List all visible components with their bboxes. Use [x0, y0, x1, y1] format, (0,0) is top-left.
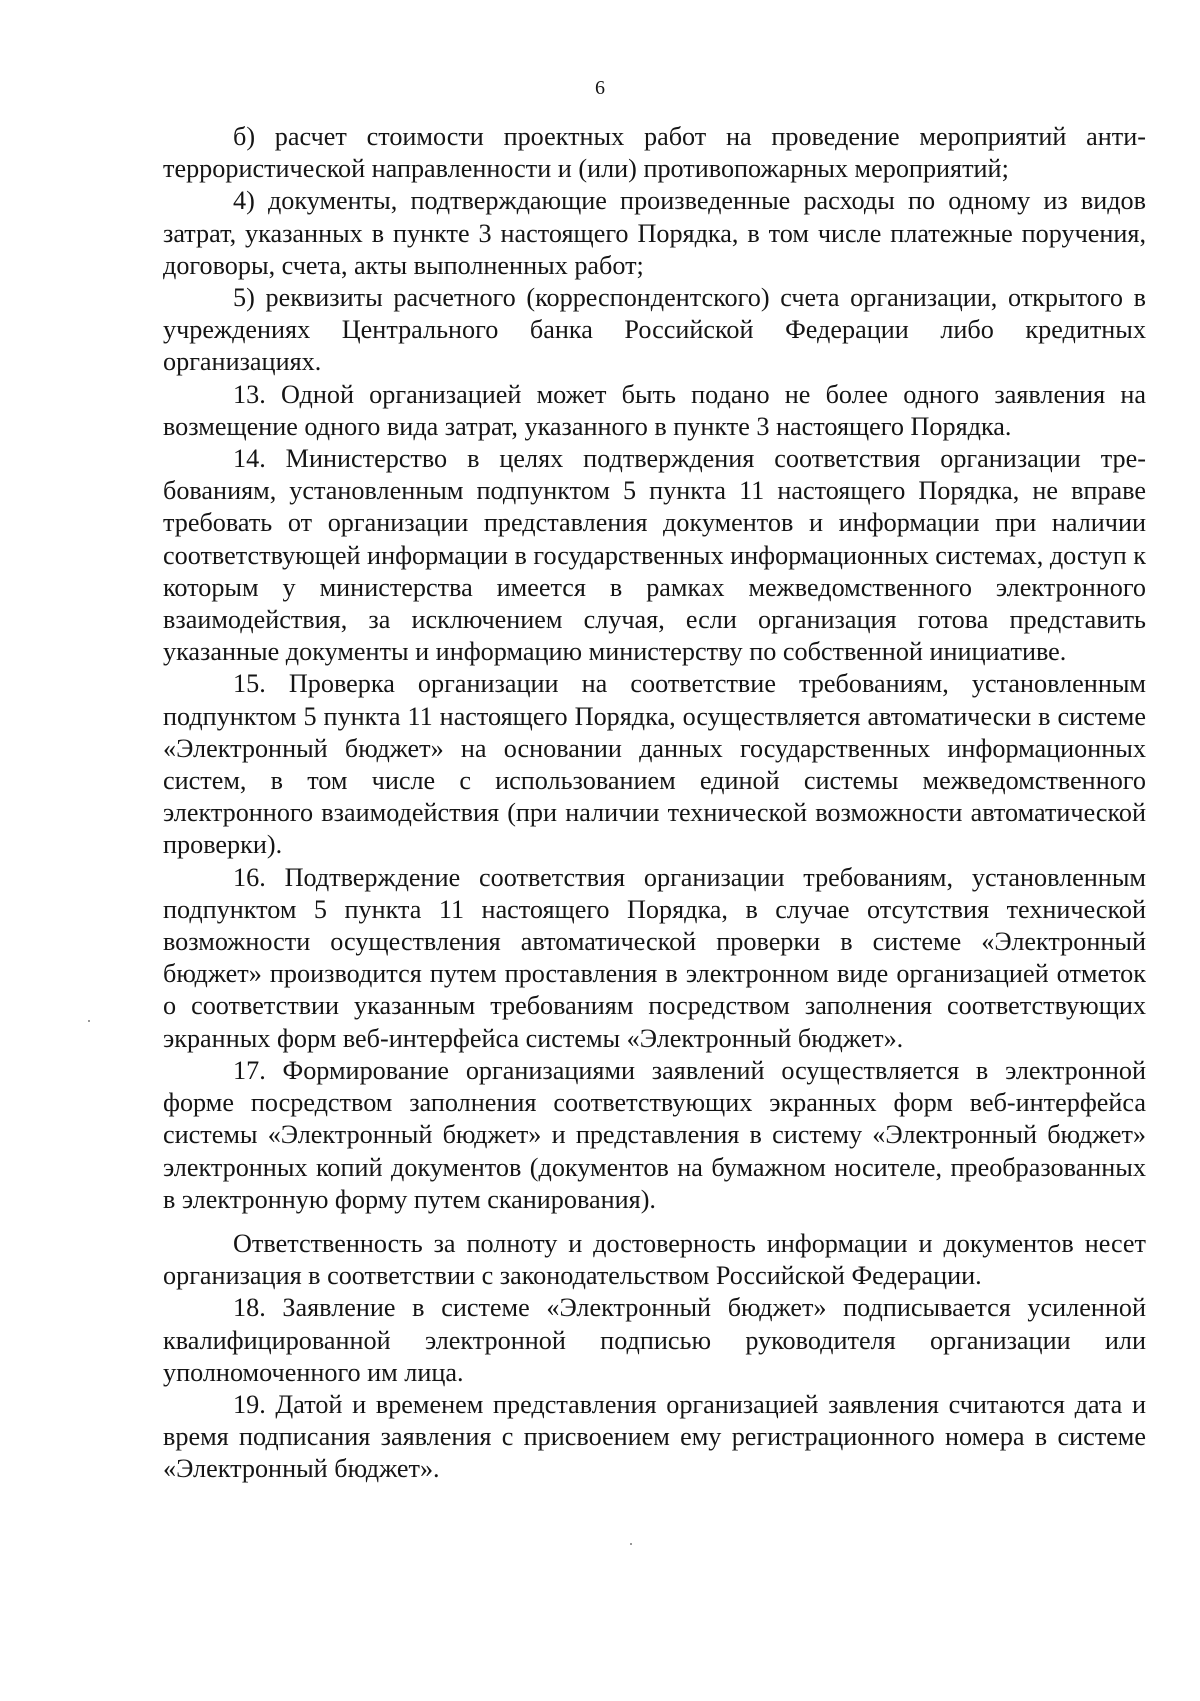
scan-speck: [88, 1020, 90, 1022]
paragraph-19: 19. Датой и временем представления организацией заявления считаются дата и время подписания заявления с присвоением ему регистрационного номера в системе «Электронный бюджет».: [163, 1389, 1146, 1484]
paragraph-16: 16. Подтверждение соответствия организации требованиям, установленным подпунктом 5 пункта 11 настоящего Порядка, в случае отсутствия технической возможности осуществления автоматической проверки в системе «Электронный бюджет» производится путем проставления в электронном виде организацией отметок о соответствии указанным требованиям посредством заполнения соответствующих экранных форм веб-интерфейса системы «Электронный бюджет».: [163, 862, 1146, 1053]
paragraph-13: 13. Одной организацией может быть подано не более одного заявления на возмещение одного вида затрат, указанного в пункте 3 настоящего Порядка.: [163, 379, 1146, 441]
paragraph-item-5: 5) реквизиты расчетного (корреспондентского) счета организации, открытого в учреждениях Центрального банка Российской Федерации либо кредитных организациях.: [163, 283, 1146, 377]
paragraph-responsibility: Ответственность за полноту и достоверность информации и документов несет организация в соответствии с законодательством Российской Федерации.: [163, 1228, 1146, 1291]
paragraph-17: 17. Формирование организациями заявлений осуществляется в электронной форме посредством заполнения соответствующих экранных форм веб-интерфейса системы «Электронный бюджет» и представления в систему «Электронный бюджет» электронных копий документов (документов на бумажном носителе, преобразованных в электронную форму путем сканирования).: [163, 1055, 1146, 1214]
paragraph-14: 14. Министерство в целях подтверждения соответствия организации требованиям, установленным подпунктом 5 пункта 11 настоящего Порядка, не вправе требовать от организации представления документов и информации при наличии соответствующей информации в государственных информационных системах, доступ к которым у министерства имеется в рамках межведомственного электронного взаимодействия, за исключением случая, если организация готова представить указанные документы и информацию министерству по собственной инициативе.: [163, 444, 1147, 667]
paragraph-18: 18. Заявление в системе «Электронный бюджет» подписывается усиленной квалифицированной электронной подписью руководителя организации или уполномоченного им лица.: [163, 1293, 1146, 1387]
scan-speck: [630, 1543, 632, 1545]
paragraph-item-4: 4) документы, подтверждающие произведенные расходы по одному из видов затрат, указанных в пункте 3 настоящего Порядка, в том числе платежные поручения, договоры, счета, акты выполненных работ;: [163, 186, 1146, 280]
document-body: [163, 121, 1146, 1486]
page-number: 6: [595, 77, 605, 99]
paragraph-item-b: б) расчет стоимости проектных работ на проведение мероприятий антитеррористической направленности и (или) противопожарных мероприятий;: [163, 122, 1146, 184]
paragraph-15: 15. Проверка организации на соответствие требованиям, установленным подпунктом 5 пункта 11 настоящего Порядка, осуществляется автоматически в системе «Электронный бюджет» на основании данных государственных информационных систем, в том числе с использованием единой системы межведомственного электронного взаимодействия (при наличии технической возможности автоматической проверки).: [163, 669, 1146, 860]
